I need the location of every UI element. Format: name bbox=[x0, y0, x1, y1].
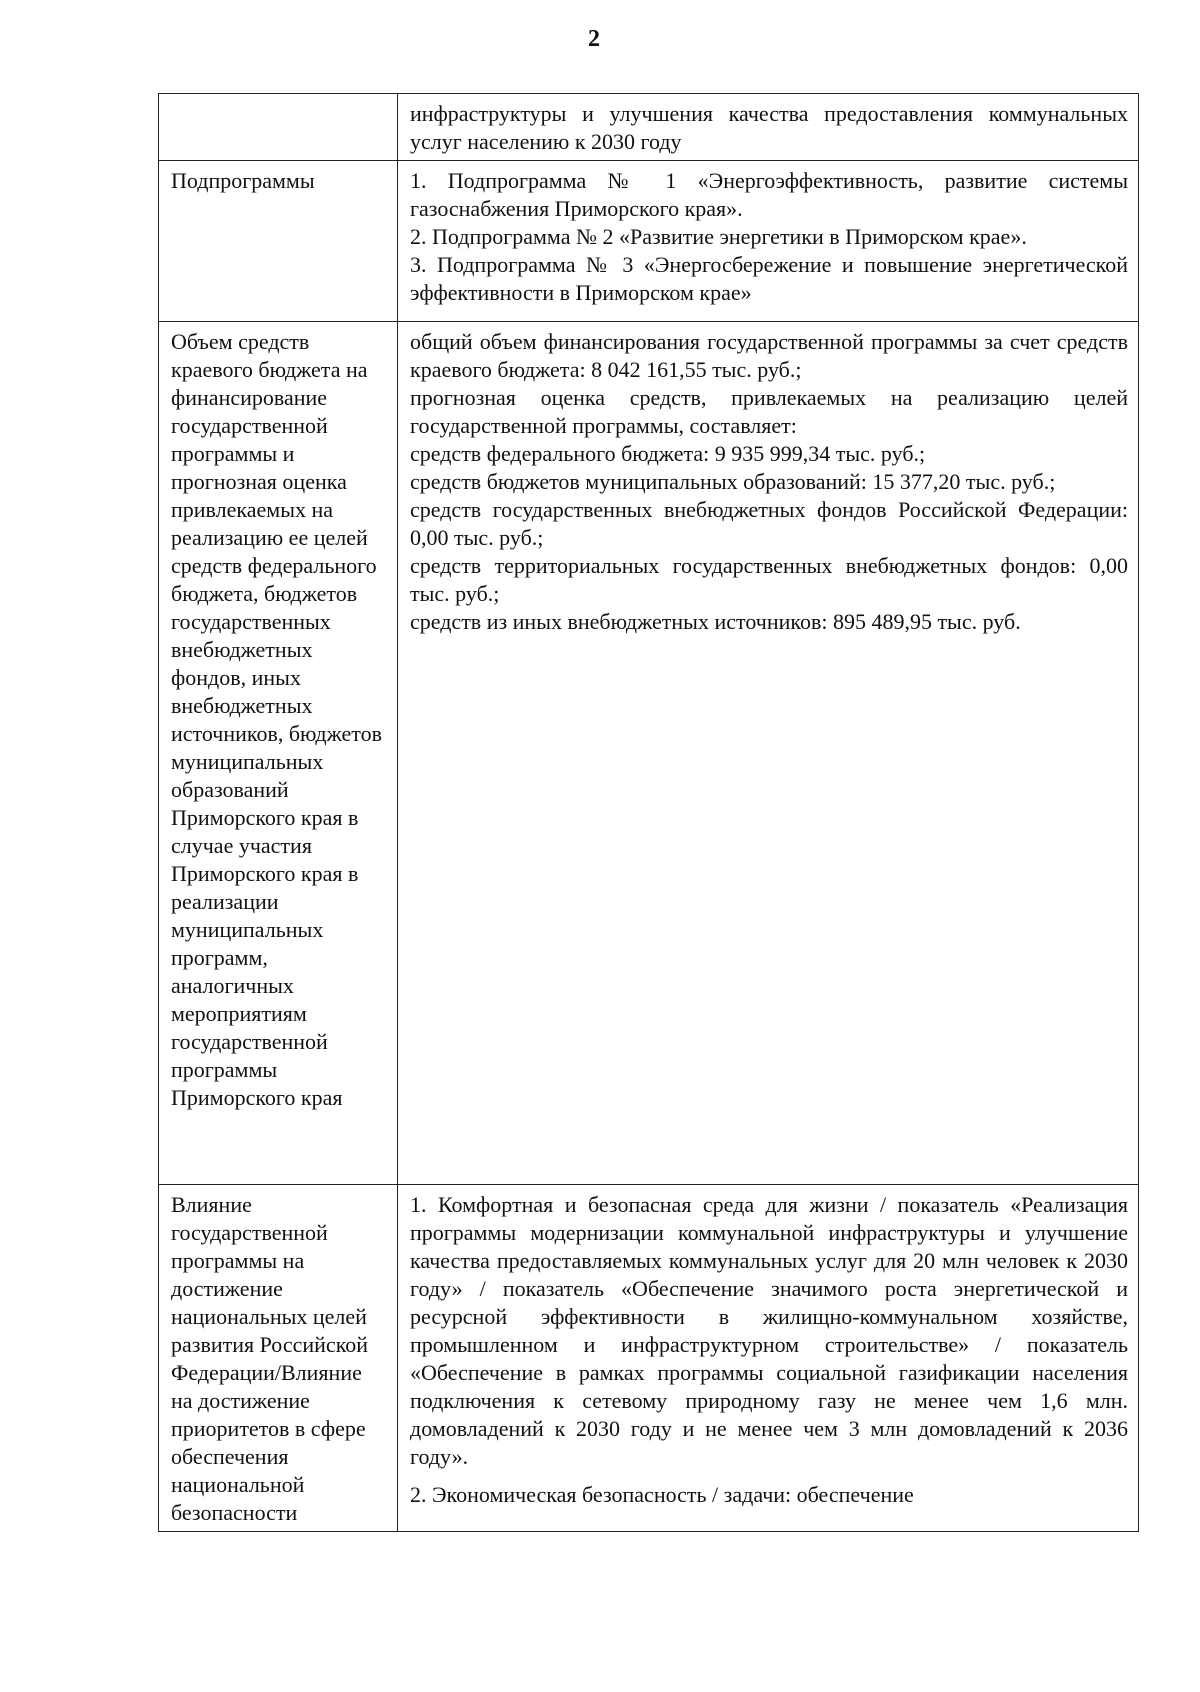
subprogram-item: 1. Подпрограмма № 1 «Энергоэффективность, развитие системы газоснабжения Приморского края». bbox=[410, 168, 1128, 221]
funding-line: общий объем финансирования государственной программы за счет средств краевого бюджета: 8 042 161,55 тыс. руб.; bbox=[410, 329, 1128, 382]
funding-line: средств государственных внебюджетных фондов Российской Федерации: 0,00 тыс. руб.; bbox=[410, 497, 1128, 550]
paragraph: инфраструктуры и улучшения качества предоставления коммунальных услуг населению к 2030 году bbox=[410, 101, 1128, 154]
row-value bbox=[398, 1185, 1139, 1532]
impact-paragraph: 2. Экономическая безопасность / задачи: обеспечение bbox=[410, 1482, 914, 1507]
row-value bbox=[398, 94, 1139, 161]
funding-line: средств федерального бюджета: 9 935 999,34 тыс. руб.; bbox=[410, 441, 926, 466]
row-label: Влияние государственной программы на достижение национальных целей развития Российской Федерации/Влияние на достижение приоритетов в сфере обеспечения национальной безопасности bbox=[159, 1185, 398, 1532]
row-label: Объем средств краевого бюджета на финансирование государственной программы и прогнозная оценка привлекаемых на реализацию ее целей средств федерального бюджета, бюджетов государственных внебюджетных фондов, иных внебюджетных источников, бюджетов муниципальных образований Приморского края в случае участия Приморского края в реализации муниципальных программ, аналогичных мероприятиям государственной программы Приморского края bbox=[159, 322, 398, 1185]
funding-line: средств из иных внебюджетных источников: 895 489,95 тыс. руб. bbox=[410, 609, 1021, 634]
table-row bbox=[159, 161, 1139, 322]
table-row bbox=[159, 1185, 1139, 1532]
funding-line: прогнозная оценка средств, привлекаемых на реализацию целей государственной программы, составляет: bbox=[410, 385, 1128, 438]
table-row bbox=[159, 94, 1139, 161]
table-row bbox=[159, 322, 1139, 1185]
program-passport-table bbox=[158, 93, 1139, 1532]
impact-paragraph: 1. Комфортная и безопасная среда для жизни / показатель «Реализация программы модернизации коммунальной инфраструктуры и улучшение качества предоставляемых коммунальных услуг для 20 млн человек к 2030 году» / показатель «Обеспечение значимого роста энергетической и ресурсной эффективности в жилищно-коммунальном хозяйстве, промышленном и инфраструктурном строительстве» / показатель «Обеспечение в рамках программы социальной газификации населения подключения к сетевому природному газу не менее чем 1,6 млн. домовладений к 2030 году и не менее чем 3 млн домовладений к 2036 году». bbox=[410, 1192, 1128, 1469]
funding-line: средств бюджетов муниципальных образований: 15 377,20 тыс. руб.; bbox=[410, 469, 1056, 494]
row-value bbox=[398, 322, 1139, 1185]
funding-line: средств территориальных государственных внебюджетных фондов: 0,00 тыс. руб.; bbox=[410, 553, 1128, 606]
subprogram-item: 3. Подпрограмма № 3 «Энергосбережение и повышение энергетической эффективности в Приморском крае» bbox=[410, 252, 1128, 305]
subprogram-item: 2. Подпрограмма № 2 «Развитие энергетики в Приморском крае». bbox=[410, 224, 1027, 249]
row-value bbox=[398, 161, 1139, 322]
row-label bbox=[159, 94, 398, 161]
row-label: Подпрограммы bbox=[159, 161, 398, 322]
page-number: 2 bbox=[588, 26, 600, 52]
